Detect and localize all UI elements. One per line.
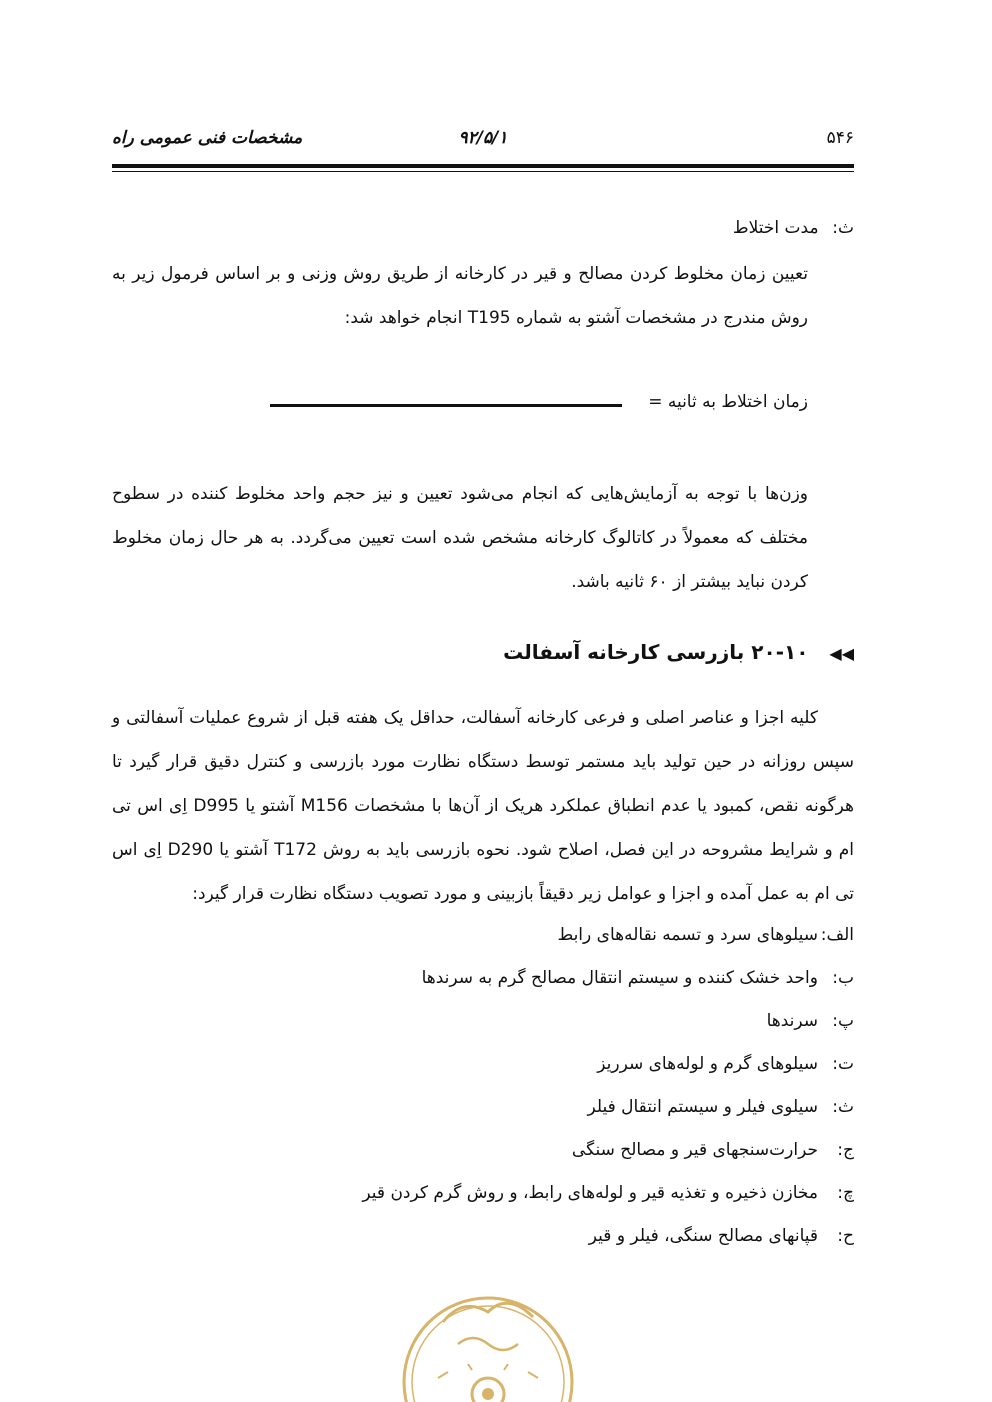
list-item-text: سیلوهای گرم و لوله‌های سرریز [597,1054,818,1074]
list-item-label: ج: [837,1140,854,1160]
list-item-text: قپانهای مصالح سنگی، فیلر و قیر [588,1226,818,1246]
subsection-title-text: مدت اختلاط [732,218,819,238]
double-arrow-icon: ◀◀ [829,644,854,663]
list-item [154,1129,854,1172]
list-item-text: حرارت‌سنجهای قیر و مصالح سنگی [571,1140,818,1160]
list-item-label: الف: [820,925,854,945]
header-rule-thin [112,171,854,172]
document-code: ۹۲/۵/۱ [458,128,508,148]
list-item-text: واحد خشک کننده و سیستم انتقال مصالح گرم به سرندها [421,968,818,988]
subsection-label: ث: [832,218,854,238]
list-item [154,914,854,957]
publisher-seal-watermark [398,1282,578,1402]
list-item-label: ب: [832,968,854,988]
weights-paragraph: وزن‌ها با توجه به آزمایش‌هایی که انجام می‌شود تعیین و نیز حجم واحد مخلوط کننده در سطوح مختلف که معمولاً در کاتالوگ کارخانه مشخص شده است تعیین می‌گردد. به هر حال زمان مخلوط کردن نباید بیشتر از ۶۰ ثانیه باشد. [112,484,808,592]
list-item [154,957,854,1000]
formula-fraction-line [270,404,622,407]
list-item [154,1000,854,1043]
list-item-label: ح: [837,1226,854,1246]
section-heading [503,640,854,664]
list-item [154,1172,854,1215]
list-item-text: سیلوی فیلر و سیستم انتقال فیلر [587,1097,818,1117]
page-number: ۵۴۶ [826,128,854,148]
section-heading-text: ۲۰-۱۰ بازرسی کارخانه آسفالت [503,640,809,664]
page-header [112,128,854,158]
mixing-time-paragraph: تعیین زمان مخلوط کردن مصالح و قیر در کارخانه از طریق روش وزنی و بر اساس فرمول زیر به روش مندرج در مشخصات آشتو به شماره T195 انجام خواهد شد: [112,264,808,328]
list-item-label: پ: [832,1011,854,1031]
list-item [154,1043,854,1086]
inspection-paragraph: کلیه اجزا و عناصر اصلی و فرعی کارخانه آسفالت، حداقل یک هفته قبل از شروع عملیات آسفالتی و سپس روزانه در حین تولید باید مستمر توسط دستگاه نظارت مورد بازرسی و کنترل دقیق قرار گیرد تا هرگونه نقص، کمبود یا عدم انطباق عملکرد هریک از آن‌ها با مشخصات M156 آشتو یا D995 اِی اس تی ام و شرایط مشروحه در این فصل، اصلاح شود. نحوه بازرسی باید به روش T172 آشتو یا D290 اِی اس تی ام به عمل آمده و اجزا و عوامل زیر دقیقاً بازبینی و مورد تصویب دستگاه نظارت قرار گیرد: [112,708,855,904]
list-item-text: مخازن ذخیره و تغذیه قیر و لوله‌های رابط، و روش گرم کردن قیر [362,1183,818,1203]
list-item-label: چ: [837,1183,854,1203]
list-item-label: ت: [832,1054,854,1074]
list-item [154,1215,854,1258]
subsection-title [154,218,854,238]
formula-label: زمان اختلاط به ثانیه = [648,392,808,412]
list-item-label: ث: [832,1097,854,1117]
header-rule-thick [112,164,854,168]
running-title: مشخصات فنی عمومی راه [112,128,303,148]
list-item-text: سیلوهای سرد و تسمه نقاله‌های رابط [557,925,818,945]
list-item [154,1086,854,1129]
list-item-text: سرندها [766,1011,818,1031]
inspection-items-list [154,914,854,1258]
